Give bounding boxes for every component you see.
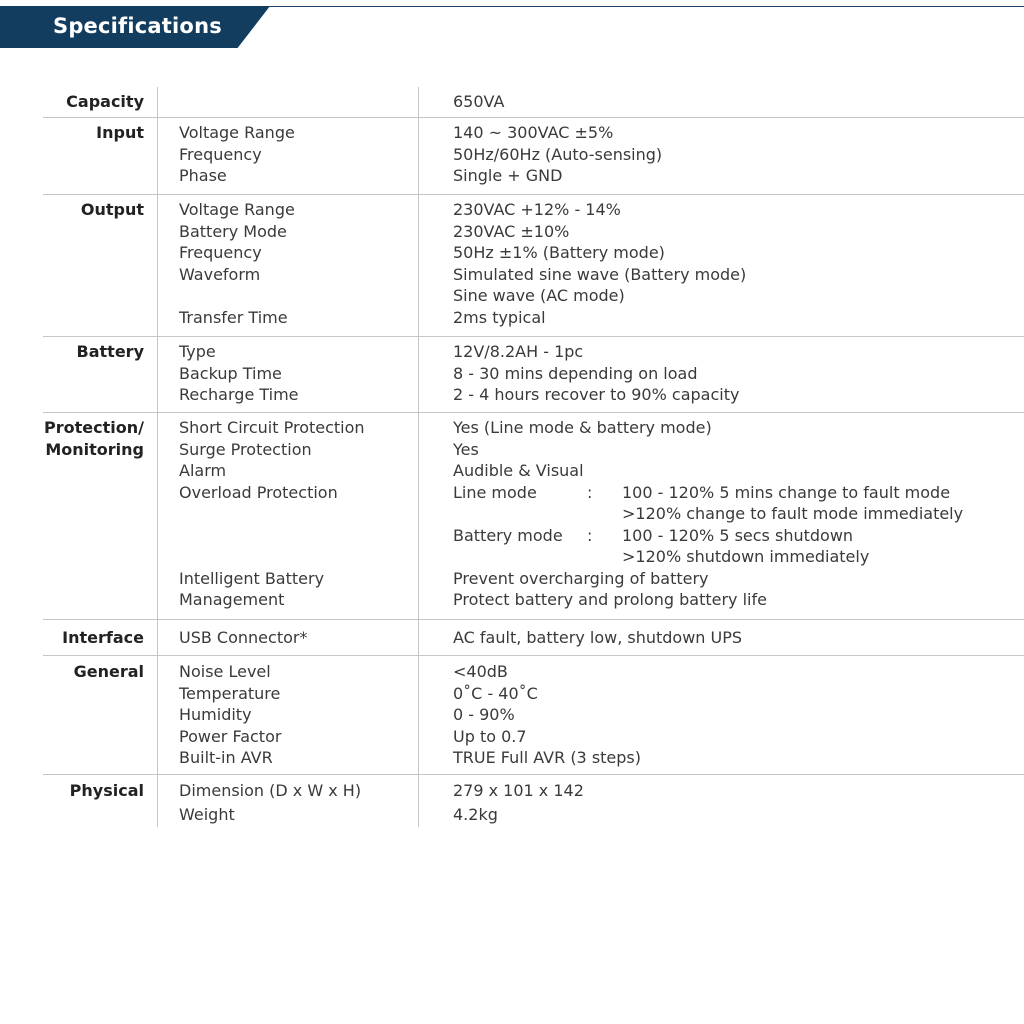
spec-row-input <box>43 118 1024 195</box>
sub-value: 100 - 120% 5 secs shutdown <box>622 525 854 545</box>
spec-names <box>158 620 419 655</box>
spec-names <box>158 337 419 412</box>
spec-value: Single + GND <box>453 166 563 185</box>
spec-value: 279 x 101 x 142 <box>453 781 584 800</box>
spec-name <box>179 525 418 547</box>
spec-name: Temperature <box>179 683 281 703</box>
spec-values <box>419 775 1024 827</box>
spec-value: 0 - 90% <box>453 705 515 724</box>
spec-values <box>419 413 1024 619</box>
sub-value: 100 - 120% 5 mins change to fault mode <box>622 482 951 502</box>
category-label <box>43 413 158 619</box>
spec-row-output <box>43 195 1024 337</box>
spec-name <box>179 546 418 568</box>
spec-name: Weight <box>179 805 235 824</box>
spec-value: 4.2kg <box>453 805 498 824</box>
spec-value: Simulated sine wave (Battery mode) <box>453 264 747 284</box>
spec-value: 50Hz/60Hz (Auto-sensing) <box>453 144 663 164</box>
spec-name: Short Circuit Protection <box>179 418 365 437</box>
spec-value: 12V/8.2AH - 1pc <box>453 342 584 361</box>
spec-name: Type <box>179 342 216 361</box>
sub-label: Line mode <box>453 482 537 502</box>
spec-name: Voltage Range <box>179 200 295 219</box>
spec-name: Built-in AVR <box>179 748 273 767</box>
spec-names <box>158 775 419 827</box>
sub-colon: : <box>587 482 593 502</box>
spec-name: Frequency <box>179 243 262 262</box>
spec-name: Dimension (D x W x H) <box>179 781 362 800</box>
overload-battery-mode <box>453 525 1024 547</box>
spec-names <box>158 195 419 336</box>
sub-label: Battery mode <box>453 525 563 545</box>
category-label: Output <box>43 195 158 336</box>
page-title: Specifications <box>53 14 222 38</box>
spec-names <box>158 87 419 117</box>
spec-value: AC fault, battery low, shutdown UPS <box>453 628 743 647</box>
spec-name <box>179 503 418 525</box>
spec-value: 140 ~ 300VAC ±5% <box>453 123 614 142</box>
category-label: Capacity <box>43 87 158 117</box>
spec-name: Phase <box>179 166 227 185</box>
category-label: Input <box>43 118 158 194</box>
spec-name: Noise Level <box>179 662 271 681</box>
spec-value: 230VAC ±10% <box>453 221 570 241</box>
spec-value: 0˚C - 40˚C <box>453 683 538 703</box>
spec-name: Transfer Time <box>179 307 288 327</box>
category-label: Interface <box>43 620 158 655</box>
spec-name: Intelligent Battery <box>179 568 325 588</box>
spec-value: 2ms typical <box>453 307 546 327</box>
spec-row-battery <box>43 337 1024 413</box>
spec-values <box>419 118 1024 194</box>
spec-value: Protect battery and prolong battery life <box>453 590 767 609</box>
spec-values <box>419 656 1024 774</box>
spec-name: Humidity <box>179 705 252 724</box>
spec-value: Sine wave (AC mode) <box>453 286 625 305</box>
spec-name: Surge Protection <box>179 439 312 459</box>
spec-row-general <box>43 656 1024 775</box>
spec-row-capacity <box>43 87 1024 118</box>
spec-value: <40dB <box>453 662 508 681</box>
spec-name: Management <box>179 590 285 609</box>
spec-row-interface <box>43 620 1024 656</box>
overload-line-mode-cont <box>453 503 1024 525</box>
spec-value: 8 - 30 mins depending on load <box>453 363 698 383</box>
spec-value: 2 - 4 hours recover to 90% capacity <box>453 385 740 404</box>
overload-line-mode <box>453 482 1024 504</box>
spec-value: Yes <box>453 439 479 459</box>
spec-value: 650VA <box>453 92 505 111</box>
category-label: Physical <box>43 775 158 827</box>
spec-table <box>43 87 1024 827</box>
spec-name: Frequency <box>179 144 262 164</box>
spec-row-physical <box>43 775 1024 827</box>
spec-value: Prevent overcharging of battery <box>453 568 709 588</box>
spec-value: 230VAC +12% - 14% <box>453 200 621 219</box>
category-label-line: Protection/ <box>44 418 144 437</box>
spec-values <box>419 620 1024 655</box>
spec-values <box>419 195 1024 336</box>
spec-names <box>158 118 419 194</box>
spec-names <box>158 413 419 619</box>
category-label: General <box>43 656 158 774</box>
category-label: Battery <box>43 337 158 412</box>
spec-name: Voltage Range <box>179 123 295 142</box>
sub-value: >120% change to fault mode immediately <box>622 504 964 523</box>
spec-name: Waveform <box>179 264 261 284</box>
category-label-line: Monitoring <box>45 439 144 459</box>
sub-value: >120% shutdown immediately <box>622 547 870 566</box>
sub-colon: : <box>587 525 593 545</box>
overload-battery-mode-cont <box>453 546 1024 568</box>
spec-name: Backup Time <box>179 363 282 383</box>
spec-names <box>158 656 419 774</box>
spec-name: Recharge Time <box>179 385 299 404</box>
spec-values <box>419 337 1024 412</box>
spec-name <box>179 285 418 307</box>
spec-values <box>419 87 1024 117</box>
spec-row-protection <box>43 413 1024 620</box>
spec-name: Battery Mode <box>179 221 287 241</box>
spec-value: Audible & Visual <box>453 461 584 480</box>
spec-name: Alarm <box>179 461 227 480</box>
spec-value: 50Hz ±1% (Battery mode) <box>453 243 665 262</box>
spec-value: TRUE Full AVR (3 steps) <box>453 748 642 767</box>
spec-name: Overload Protection <box>179 482 338 502</box>
spec-name: USB Connector* <box>179 628 308 647</box>
spec-name: Power Factor <box>179 726 282 746</box>
spec-value: Yes (Line mode & battery mode) <box>453 418 712 437</box>
spec-value: Up to 0.7 <box>453 726 527 746</box>
